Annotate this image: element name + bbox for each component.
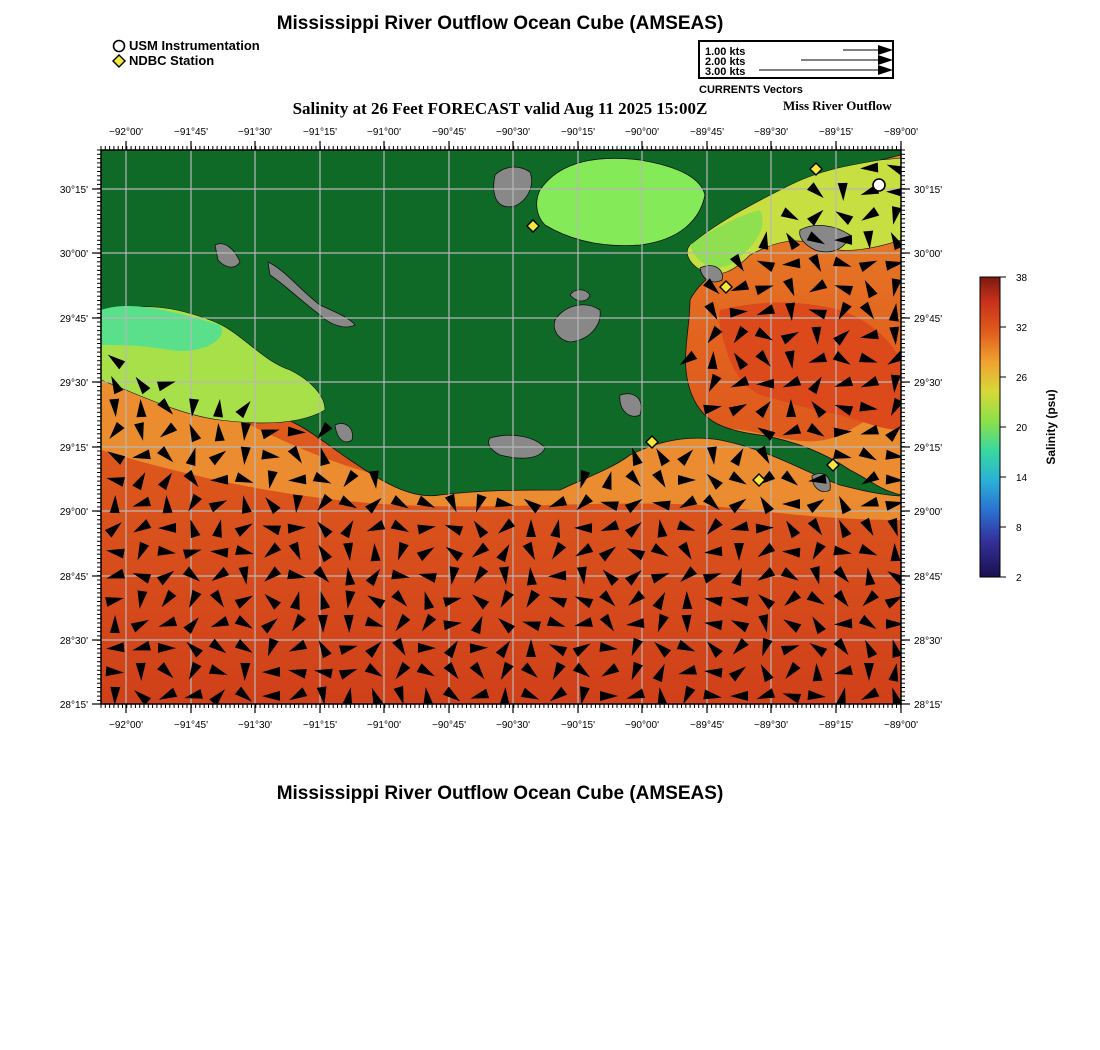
map-title: Mississippi River Outflow Ocean Cube (AMSEAS): [276, 13, 724, 34]
lat-tick-label: 29°00': [59, 507, 88, 518]
lon-tick-label: −90°15': [561, 127, 595, 138]
lat-tick-label: 29°00': [914, 507, 943, 518]
lon-tick-label: −89°30': [754, 127, 788, 138]
lon-tick-label: −91°45': [174, 720, 208, 731]
lat-tick-label: 28°30': [59, 636, 88, 647]
lon-tick-label: −92°00': [109, 720, 143, 731]
lat-tick-label: 29°30': [914, 378, 943, 389]
lon-tick-label: −89°15': [819, 127, 853, 138]
vector-key-caption: CURRENTS Vectors: [699, 84, 803, 96]
colorbar-tick-label: 32: [1016, 323, 1028, 334]
lat-tick-label: 28°15': [59, 700, 88, 711]
lat-tick-label: 30°00': [914, 249, 943, 260]
lon-tick-label: −91°15': [303, 127, 337, 138]
lon-tick-label: −91°00': [367, 720, 401, 731]
lon-tick-labels-bottom: [109, 720, 918, 731]
lon-tick-label: −91°30': [238, 127, 272, 138]
lon-tick-label: −91°45': [174, 127, 208, 138]
usm-station-marker: [873, 179, 885, 191]
colorbar-tick-label: 26: [1016, 373, 1028, 384]
lon-tick-label: −89°15': [819, 720, 853, 731]
lon-tick-label: −91°15': [303, 720, 337, 731]
lat-tick-labels-right: [914, 185, 942, 711]
lon-tick-label: −89°00': [884, 720, 918, 731]
lon-tick-label: −91°30': [238, 720, 272, 731]
colorbar-tick-label: 8: [1016, 523, 1022, 534]
lon-tick-label: −90°30': [496, 127, 530, 138]
colorbar-tick-label: 20: [1016, 423, 1028, 434]
lat-tick-label: 28°45': [59, 572, 88, 583]
lon-tick-label: −90°15': [561, 720, 595, 731]
map-title-bottom: Mississippi River Outflow Ocean Cube (AMSEAS): [276, 783, 724, 804]
colorbar-tick-label: 14: [1016, 473, 1028, 484]
lon-tick-label: −90°00': [625, 720, 659, 731]
lat-tick-label: 30°15': [914, 185, 943, 196]
colorbar-gradient: [980, 277, 1000, 577]
colorbar: [980, 273, 1058, 584]
lon-tick-label: −89°45': [690, 127, 724, 138]
legend-ndbc-label: NDBC Station: [129, 53, 215, 68]
lon-tick-label: −92°00': [109, 127, 143, 138]
lon-tick-label: −90°00': [625, 127, 659, 138]
colorbar-title: Salinity (psu): [1044, 389, 1058, 465]
lat-tick-label: 28°30': [914, 636, 943, 647]
map-subtitle-right: Miss River Outflow: [783, 98, 892, 113]
lon-tick-label: −90°45': [432, 720, 466, 731]
map-plot-area: [101, 150, 905, 706]
lat-tick-label: 30°15': [59, 185, 88, 196]
lat-tick-label: 28°45': [914, 572, 943, 583]
map-subtitle: Salinity at 26 Feet FORECAST valid Aug 11 2025 15:00Z: [292, 99, 708, 118]
lat-tick-label: 28°15': [914, 700, 943, 711]
lat-tick-label: 29°45': [59, 314, 88, 325]
lon-tick-label: −89°45': [690, 720, 724, 731]
lon-tick-label: −89°00': [884, 127, 918, 138]
lat-tick-label: 29°15': [914, 443, 943, 454]
lon-tick-label: −90°30': [496, 720, 530, 731]
lon-tick-label: −90°45': [432, 127, 466, 138]
vector-key-row-2: 2.00 kts: [705, 56, 746, 68]
lat-tick-label: 29°15': [59, 443, 88, 454]
legend-usm-label: USM Instrumentation: [129, 38, 260, 53]
lat-tick-label: 29°45': [914, 314, 943, 325]
lon-tick-label: −91°00': [367, 127, 401, 138]
lat-tick-labels-left: [60, 185, 88, 711]
lat-tick-label: 29°30': [59, 378, 88, 389]
colorbar-tick-label: 38: [1016, 273, 1028, 284]
lon-tick-label: −89°30': [754, 720, 788, 731]
colorbar-tick-label: 2: [1016, 573, 1022, 584]
vector-key-row-1: 1.00 kts: [705, 46, 746, 58]
lon-tick-labels-top: [109, 127, 918, 138]
lat-tick-label: 30°00': [59, 249, 88, 260]
colorbar-ticks: [1000, 273, 1028, 584]
vector-key-row-3: 3.00 kts: [705, 66, 746, 78]
